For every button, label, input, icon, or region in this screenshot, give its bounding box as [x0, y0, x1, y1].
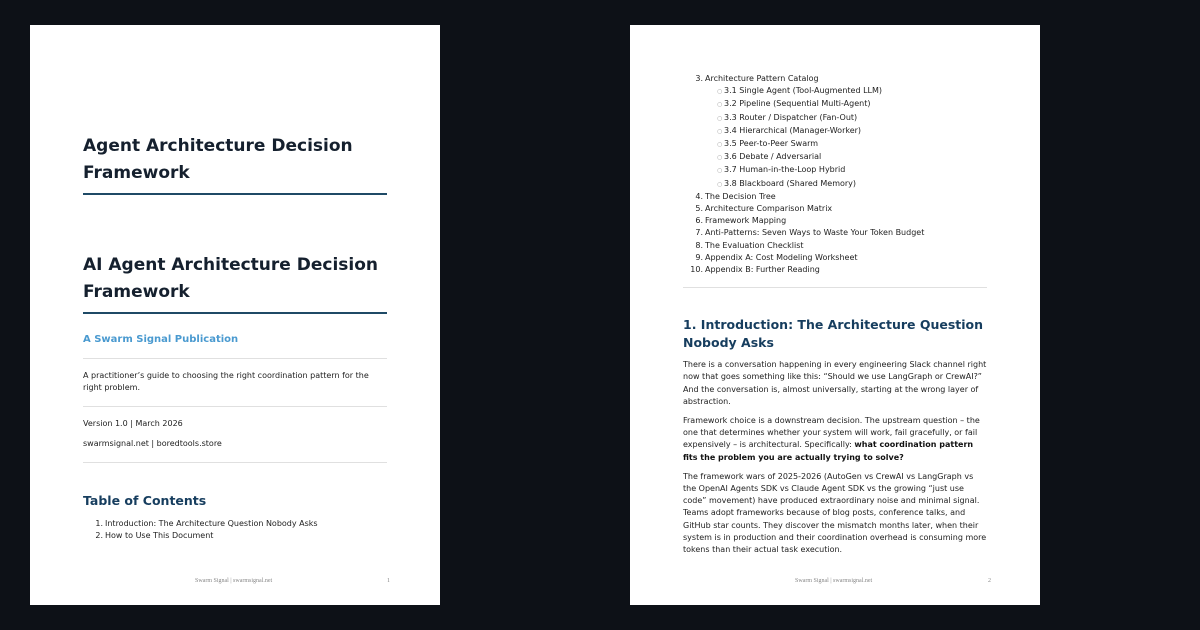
- cover-block: [83, 252, 387, 542]
- toc-subitem[interactable]: ○ 3.1 Single Agent (Tool-Augmented LLM): [683, 85, 987, 98]
- toc-item[interactable]: 10. Appendix B: Further Reading: [690, 265, 820, 275]
- page-number: 2: [988, 578, 991, 584]
- header-block: [83, 133, 387, 195]
- toc-item[interactable]: 5. Architecture Comparison Matrix: [695, 204, 833, 214]
- document-page-2: [630, 25, 1040, 605]
- bullet-icon: ○: [717, 180, 723, 188]
- toc-subitem[interactable]: ○ 3.7 Human-in-the-Loop Hybrid: [683, 164, 987, 177]
- bullet-icon: ○: [717, 141, 723, 149]
- site-links: swarmsignal.net | boredtools.store: [83, 439, 222, 448]
- bullet-icon: ○: [717, 154, 723, 162]
- toc-list: [83, 518, 387, 542]
- bullet-icon: ○: [717, 114, 723, 122]
- header-title: Agent Architecture Decision Framework: [83, 136, 353, 183]
- bullet-icon: ○: [717, 127, 723, 135]
- footer-text: Swarm Signal | swarmsignal.net: [195, 578, 273, 584]
- divider: [83, 358, 387, 359]
- publication-label: A Swarm Signal Publication: [83, 334, 239, 345]
- bullet-icon: ○: [717, 101, 723, 109]
- toc-heading: Table of Contents: [83, 493, 207, 508]
- divider: [83, 406, 387, 407]
- toc-subitem[interactable]: ○ 3.6 Debate / Adversarial: [683, 151, 987, 164]
- toc-item[interactable]: 6. Framework Mapping: [695, 216, 787, 226]
- toc-subitem[interactable]: ○ 3.8 Blackboard (Shared Memory): [683, 178, 987, 191]
- divider: [683, 287, 987, 288]
- toc-item[interactable]: 1. Introduction: The Architecture Question Nobody Asks: [95, 519, 318, 528]
- toc-list: [683, 73, 987, 276]
- document-page-1: [30, 25, 440, 605]
- title-divider: [83, 193, 387, 195]
- paragraph: Framework choice is a downstream decision. The upstream question – the one that determines whether your system will work, fail gracefully, or fail expensively – is architectural. Specifically: what coordination pattern fits the problem you are actually trying to solve?: [683, 416, 980, 462]
- toc-item[interactable]: 3. Architecture Pattern Catalog: [695, 74, 819, 83]
- version-info: Version 1.0 | March 2026: [83, 419, 183, 428]
- toc-item[interactable]: 4. The Decision Tree: [695, 191, 776, 201]
- toc-item[interactable]: 9. Appendix A: Cost Modeling Worksheet: [695, 252, 858, 262]
- toc-item[interactable]: 8. The Evaluation Checklist: [695, 240, 804, 250]
- bullet-icon: ○: [717, 88, 723, 96]
- toc-continued: [683, 73, 987, 556]
- toc-subitem[interactable]: ○ 3.4 Hierarchical (Manager-Worker): [683, 125, 987, 138]
- section-heading: 1. Introduction: The Architecture Question Nobody Asks: [683, 317, 984, 351]
- divider: [83, 462, 387, 463]
- toc-subitem[interactable]: ○ 3.2 Pipeline (Sequential Multi-Agent): [683, 98, 987, 111]
- doc-title: AI Agent Architecture Decision Framework: [83, 255, 379, 302]
- tagline: A practitioner’s guide to choosing the right coordination pattern for the right problem.: [83, 371, 369, 392]
- page-number: 1: [387, 578, 390, 584]
- toc-item[interactable]: 2. How to Use This Document: [95, 531, 214, 541]
- toc-subitem[interactable]: ○ 3.3 Router / Dispatcher (Fan-Out): [683, 112, 987, 125]
- toc-subitem[interactable]: ○ 3.5 Peer-to-Peer Swarm: [683, 138, 987, 151]
- bullet-icon: ○: [717, 167, 723, 175]
- toc-item[interactable]: 7. Anti-Patterns: Seven Ways to Waste Your Token Budget: [695, 228, 925, 238]
- paragraph: There is a conversation happening in every engineering Slack channel right now that goes something like this: “Should we use LangGraph or CrewAI?” And the conversation is, almost universally, starting at the wrong layer of abstraction.: [683, 360, 987, 406]
- paragraph: The framework wars of 2025-2026 (AutoGen vs CrewAI vs LangGraph vs the OpenAI Agents SDK vs Claude Agent SDK vs the growing “just use code” movement) have produced extraordinary noise and minimal signal. Teams adopt frameworks because of blog posts, conference talks, and GitHub star counts. They discover the mismatch months later, when their system is in production and their coordination overhead is consuming more tokens than their actual task execution.: [683, 471, 987, 555]
- footer-text: Swarm Signal | swarmsignal.net: [795, 578, 873, 584]
- doc-title-divider: [83, 312, 387, 314]
